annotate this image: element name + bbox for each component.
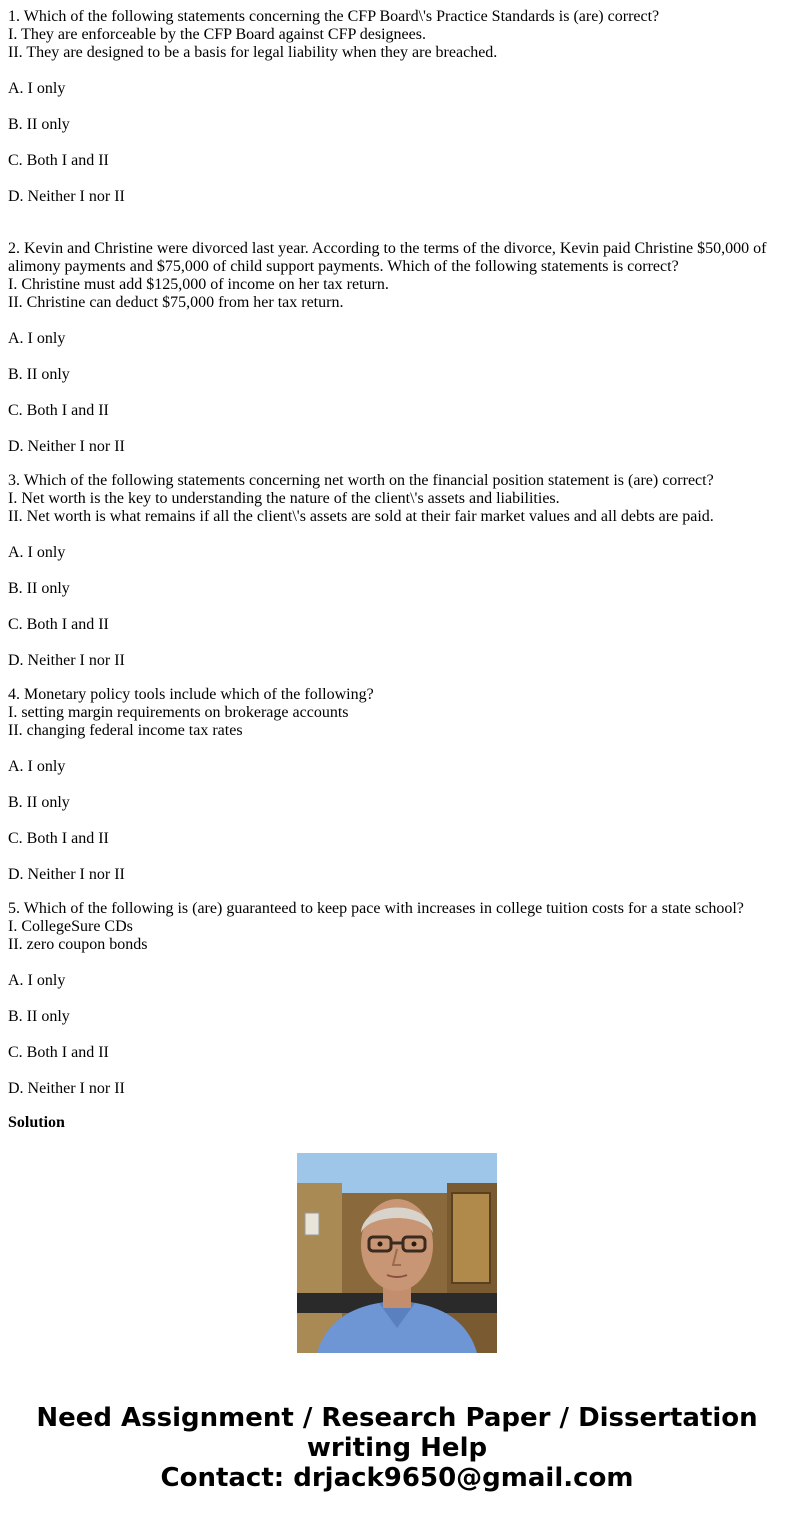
option-c: C. Both I and II — [8, 830, 109, 847]
question-5 — [8, 900, 784, 1098]
question-list — [8, 8, 784, 1131]
question-stem: 3. Which of the following statements concerning net worth on the financial position statement is (are) correct? — [8, 472, 714, 489]
option-c: C. Both I and II — [8, 616, 109, 633]
avatar — [297, 1153, 497, 1353]
option-d: D. Neither I nor II — [8, 438, 125, 455]
banner-contact-email: Contact: drjack9650@gmail.com — [160, 1463, 634, 1493]
banner-line-2: writing Help — [306, 1433, 488, 1463]
solution-heading: Solution — [8, 1114, 65, 1131]
question-stem: 4. Monetary policy tools include which of the following? — [8, 686, 374, 703]
statement-ii: II. They are designed to be a basis for legal liability when they are breached. — [8, 44, 498, 61]
statement-i: I. Net worth is the key to understanding the nature of the client\'s assets and liabilities. — [8, 490, 560, 507]
option-d: D. Neither I nor II — [8, 866, 125, 883]
option-b: B. II only — [8, 580, 70, 597]
option-a: A. I only — [8, 80, 66, 97]
option-d: D. Neither I nor II — [8, 188, 125, 205]
question-stem: 5. Which of the following is (are) guaranteed to keep pace with increases in college tuition costs for a state school? — [8, 900, 744, 917]
statement-i: I. CollegeSure CDs — [8, 918, 133, 935]
statement-i: I. Christine must add $125,000 of income on her tax return. — [8, 276, 389, 293]
question-4 — [8, 686, 784, 884]
option-b: B. II only — [8, 116, 70, 133]
contact-banner — [0, 1403, 794, 1493]
statement-ii: II. Christine can deduct $75,000 from her tax return. — [8, 294, 344, 311]
statement-ii: II. Net worth is what remains if all the client\'s assets are sold at their fair market values and all debts are paid. — [8, 508, 714, 525]
question-2 — [8, 240, 784, 456]
option-b: B. II only — [8, 794, 70, 811]
question-stem: 2. Kevin and Christine were divorced last year. According to the terms of the divorce, Kevin paid Christine $50,000 of alimony payments and $75,000 of child support payments. Which of the following statements is correct? — [8, 240, 767, 275]
option-c: C. Both I and II — [8, 152, 109, 169]
question-3 — [8, 472, 784, 670]
option-c: C. Both I and II — [8, 402, 109, 419]
statement-ii: II. zero coupon bonds — [8, 936, 148, 953]
option-c: C. Both I and II — [8, 1044, 109, 1061]
question-stem: 1. Which of the following statements concerning the CFP Board\'s Practice Standards is (are) correct? — [8, 8, 660, 25]
option-a: A. I only — [8, 544, 66, 561]
statement-i: I. They are enforceable by the CFP Board against CFP designees. — [8, 26, 426, 43]
statement-i: I. setting margin requirements on brokerage accounts — [8, 704, 349, 721]
avatar-portrait-image — [297, 1153, 497, 1353]
statement-ii: II. changing federal income tax rates — [8, 722, 243, 739]
option-b: B. II only — [8, 1008, 70, 1025]
option-d: D. Neither I nor II — [8, 1080, 125, 1097]
option-a: A. I only — [8, 972, 66, 989]
option-b: B. II only — [8, 366, 70, 383]
option-a: A. I only — [8, 758, 66, 775]
option-a: A. I only — [8, 330, 66, 347]
banner-line-1: Need Assignment / Research Paper / Dissertation — [36, 1403, 758, 1433]
question-1 — [8, 8, 784, 206]
option-d: D. Neither I nor II — [8, 652, 125, 669]
